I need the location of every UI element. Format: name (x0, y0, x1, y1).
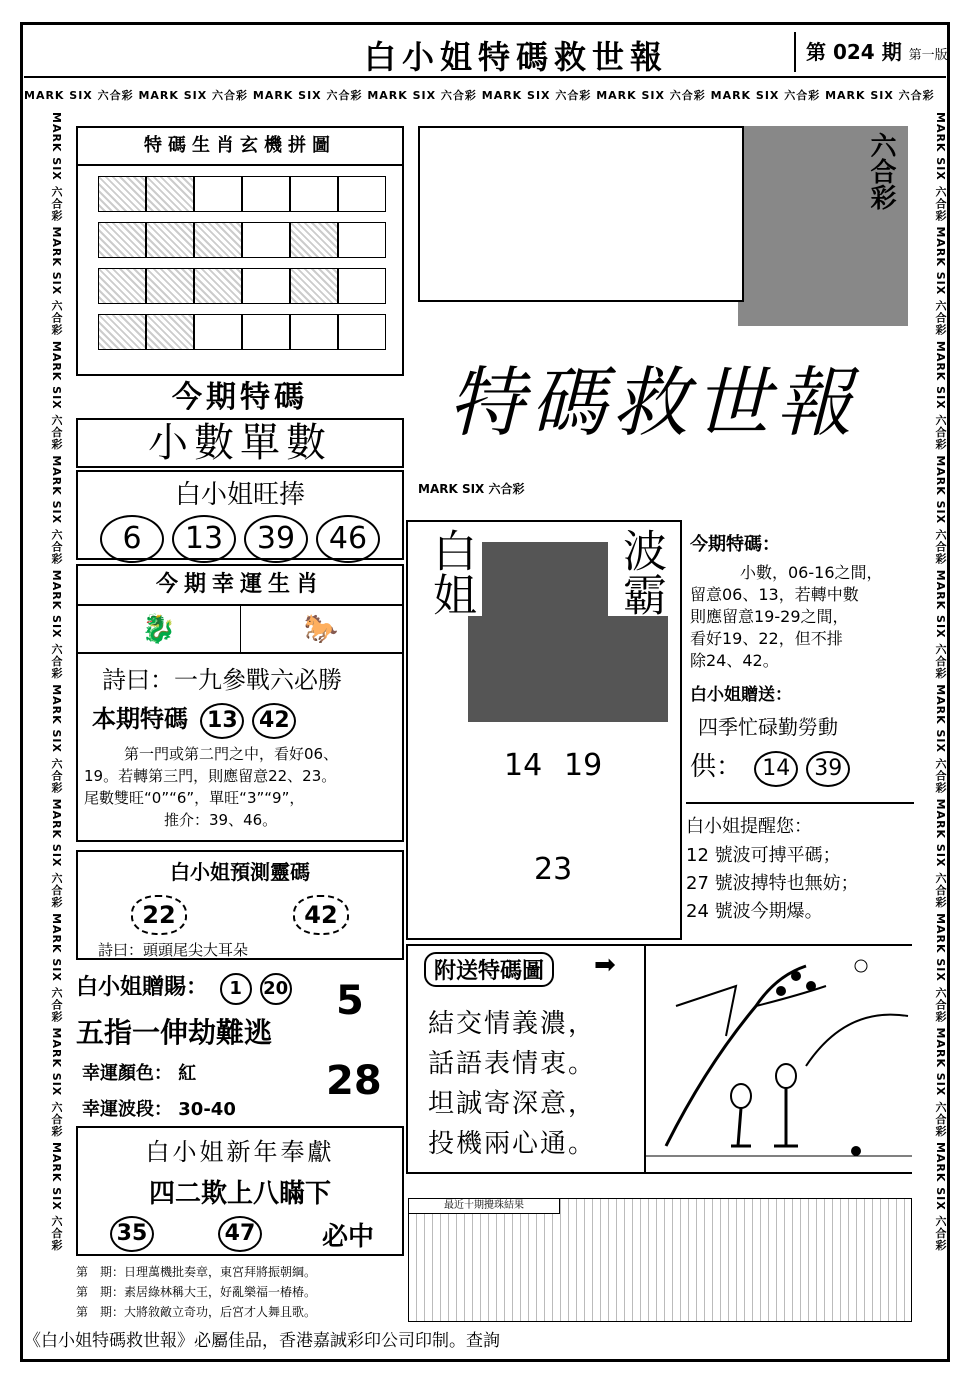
zodiac-images (78, 606, 402, 654)
photo-panel (406, 520, 682, 940)
right-line: 留意06、13，若轉中數 (690, 585, 859, 604)
verse-line: 話語表情衷。 (428, 1049, 597, 1079)
newyear-box (76, 1126, 404, 1256)
puzzle-cell (338, 314, 386, 350)
puzzle-cell (290, 176, 338, 212)
puzzle-cell (242, 176, 290, 212)
footer-note: 《白小姐特碼救世報》必屬佳品，香港嘉誠彩印公司印制。查詢 (24, 1331, 500, 1351)
gift-poem: 四季忙碌勤勞動 (698, 715, 838, 739)
lucky-line: 推介：39、46。 (164, 811, 278, 829)
newyear-title: 白小姐新年奉獻 (145, 1138, 335, 1166)
special-value: 小數單數 (76, 418, 404, 468)
lucky-line: 第一門或第二門之中，看好06、 (124, 745, 339, 763)
remind-line: 12 號波可搏平碼； (686, 845, 841, 866)
gift-box-side: 28 (326, 1058, 382, 1104)
remind-line: 27 號波搏特也無妨； (686, 873, 859, 894)
newyear-verse: 四二欺上八瞞下 (148, 1179, 331, 1209)
dragon-icon: 🐉 (78, 606, 241, 652)
remind-box (686, 802, 914, 950)
predict-numbers (78, 895, 402, 935)
lucky-zodiac-title: 今期幸運生肖 (78, 566, 402, 606)
zodiac-puzzle-box (76, 126, 404, 376)
masthead (24, 26, 946, 78)
gift-box (76, 970, 404, 1120)
photo-right-text: 波霸 (608, 528, 672, 616)
gift-numbers-row (690, 746, 912, 787)
saying-line: 第 期：日理萬機批奏章，東宮拜將振朝綱。 (76, 1265, 317, 1279)
puzzle-cell (98, 314, 146, 350)
right-title: 今期特碼： (690, 534, 780, 555)
picks-subheading: 白小姐旺捧 (174, 480, 305, 510)
right-line: 小數，06-16之間， (740, 563, 883, 582)
saying-line: 第 期：素居綠林稱大王，好亂樂福一椿椿。 (76, 1285, 317, 1299)
puzzle-cell (290, 222, 338, 258)
lucky-number: 42 (252, 703, 296, 739)
illustration-svg (646, 946, 912, 1172)
verse-line: 結交情義濃， (428, 1009, 597, 1039)
verse-line: 投機兩心通。 (428, 1129, 597, 1159)
newyear-sayings (76, 1262, 404, 1322)
pick-number: 46 (316, 515, 380, 563)
predict-title: 白小姐預測靈碼 (170, 860, 310, 884)
photo-number: 19 (564, 748, 603, 783)
puzzle-cell (98, 176, 146, 212)
horse-icon: 🐎 (303, 612, 339, 645)
puzzle-cell (194, 176, 242, 212)
issue-box (794, 32, 969, 72)
issue-number: 024 (832, 40, 875, 64)
predict-number: 22 (131, 895, 187, 935)
puzzle-cell (146, 222, 194, 258)
predict-box (76, 850, 404, 960)
predict-number: 42 (293, 895, 349, 935)
must-win-label: 必中 (321, 1222, 374, 1252)
pick-number: 13 (172, 515, 236, 563)
remind-title: 白小姐提醒您： (686, 816, 812, 837)
lucky-zodiac-box (76, 564, 404, 842)
lucky-poem: 詩曰：一九參戰六必勝 (102, 666, 342, 694)
hero-blank-box (418, 126, 744, 302)
puzzle-cell (98, 268, 146, 304)
color-label: 幸運顏色： (82, 1063, 172, 1084)
puzzle-cell (338, 176, 386, 212)
puzzle-grid (98, 176, 386, 350)
puzzle-title: 特碼生肖玄機拼圖 (78, 128, 402, 166)
lottery-title: 最近十期攪珠結果 (409, 1199, 560, 1214)
lucky-line: 19。若轉第三門，則應留意22、23。 (84, 767, 337, 785)
edition-label: 第一版 (908, 48, 948, 63)
puzzle-cell (242, 268, 290, 304)
right-column (690, 530, 912, 787)
puzzle-cell (338, 268, 386, 304)
lucky-number: 13 (200, 703, 244, 739)
hero-badge: 六合彩 (866, 132, 896, 210)
lucky-label: 本期特碼 (92, 705, 188, 733)
wave-label: 幸運波段： (82, 1099, 172, 1120)
newyear-number: 35 (110, 1216, 154, 1252)
gift-box-side: 5 (336, 978, 364, 1024)
gift-box-number: 1 (220, 973, 252, 1005)
predict-poem: 詩曰：頭頭尾尖大耳朵 (98, 941, 249, 959)
photo-number: 14 (504, 748, 543, 783)
newyear-number: 47 (218, 1216, 262, 1252)
puzzle-cell (290, 314, 338, 350)
gift-box-verse: 五指一伸劫難逃 (76, 1016, 273, 1049)
gong-label: 供： (690, 752, 743, 782)
right-line: 除24、42。 (690, 651, 779, 670)
hero-area (408, 126, 908, 506)
special-picks-box (76, 470, 404, 560)
puzzle-cell (242, 314, 290, 350)
issue-prefix: 第 (806, 40, 826, 64)
puzzle-cell (146, 176, 194, 212)
right-line: 看好19、22，但不排 (690, 629, 843, 648)
saying-line: 第 期：大將敘敵立奇功，后宮才人舞且歌。 (76, 1305, 317, 1319)
hero-footer-logo: MARK SIX 六合彩 (418, 482, 525, 496)
puzzle-cell (146, 268, 194, 304)
pick-number: 6 (100, 515, 164, 563)
lottery-results-table (408, 1198, 912, 1322)
gift-number: 39 (806, 751, 850, 787)
drawing-title: 附送特碼圖 (424, 952, 554, 987)
hero-title: 特碼救世報 (448, 358, 858, 447)
puzzle-cell (194, 314, 242, 350)
puzzle-cell (146, 314, 194, 350)
brand-strip-top: MARK SIX 六合彩 MARK SIX 六合彩 MARK SIX 六合彩 MARK SIX 六合彩 MARK SIX 六合彩 MARK SIX 六合彩 MARK SIX 六合彩 MARK SIX 六合彩 (24, 89, 935, 102)
newspaper-title: 白小姐特碼救世報 (364, 38, 669, 76)
lucky-numbers-row (78, 699, 402, 739)
drawing-verse (428, 1004, 596, 1164)
brand-strip-left: MARK SIX 六合彩 MARK SIX 六合彩 MARK SIX 六合彩 MARK SIX 六合彩 MARK SIX 六合彩 MARK SIX 六合彩 MARK SIX 六合彩 MARK SIX 六合彩 MARK SIX 六合彩 MARK SIX 六合彩 (50, 112, 63, 1252)
newyear-numbers (78, 1216, 402, 1253)
arrow-right-icon: ➡ (594, 950, 616, 980)
photo-number: 23 (534, 852, 573, 887)
gift-box-label: 白小姐贈賜： (76, 975, 209, 1000)
lucky-line: 尾數雙旺“0”“6”，單旺“3”“9”， (84, 789, 305, 807)
issue-suffix: 期 (881, 40, 902, 64)
picks-numbers (78, 515, 402, 563)
puzzle-cell (194, 222, 242, 258)
drawing-illustration (644, 946, 912, 1172)
special-heading: 今期特碼 (172, 380, 308, 415)
gift-label: 白小姐贈送： (690, 685, 792, 705)
puzzle-cell (338, 222, 386, 258)
puzzle-cell (98, 222, 146, 258)
right-line: 則應留意19-29之間， (690, 607, 849, 626)
puzzle-cell (242, 222, 290, 258)
gift-number: 14 (754, 751, 798, 787)
color-value: 紅 (178, 1063, 197, 1084)
photo-left-text: 白姐 (418, 528, 482, 616)
gift-box-number: 20 (260, 973, 292, 1005)
wave-value: 30-40 (178, 1099, 236, 1120)
drawing-box (406, 944, 912, 1174)
brand-strip-right: MARK SIX 六合彩 MARK SIX 六合彩 MARK SIX 六合彩 MARK SIX 六合彩 MARK SIX 六合彩 MARK SIX 六合彩 MARK SIX 六合彩 MARK SIX 六合彩 MARK SIX 六合彩 MARK SIX 六合彩 (934, 112, 947, 1252)
remind-line: 24 號波今期爆。 (686, 901, 823, 922)
puzzle-cell (290, 268, 338, 304)
pick-number: 39 (244, 515, 308, 563)
verse-line: 坦誠寄深意， (428, 1089, 597, 1119)
puzzle-cell (194, 268, 242, 304)
